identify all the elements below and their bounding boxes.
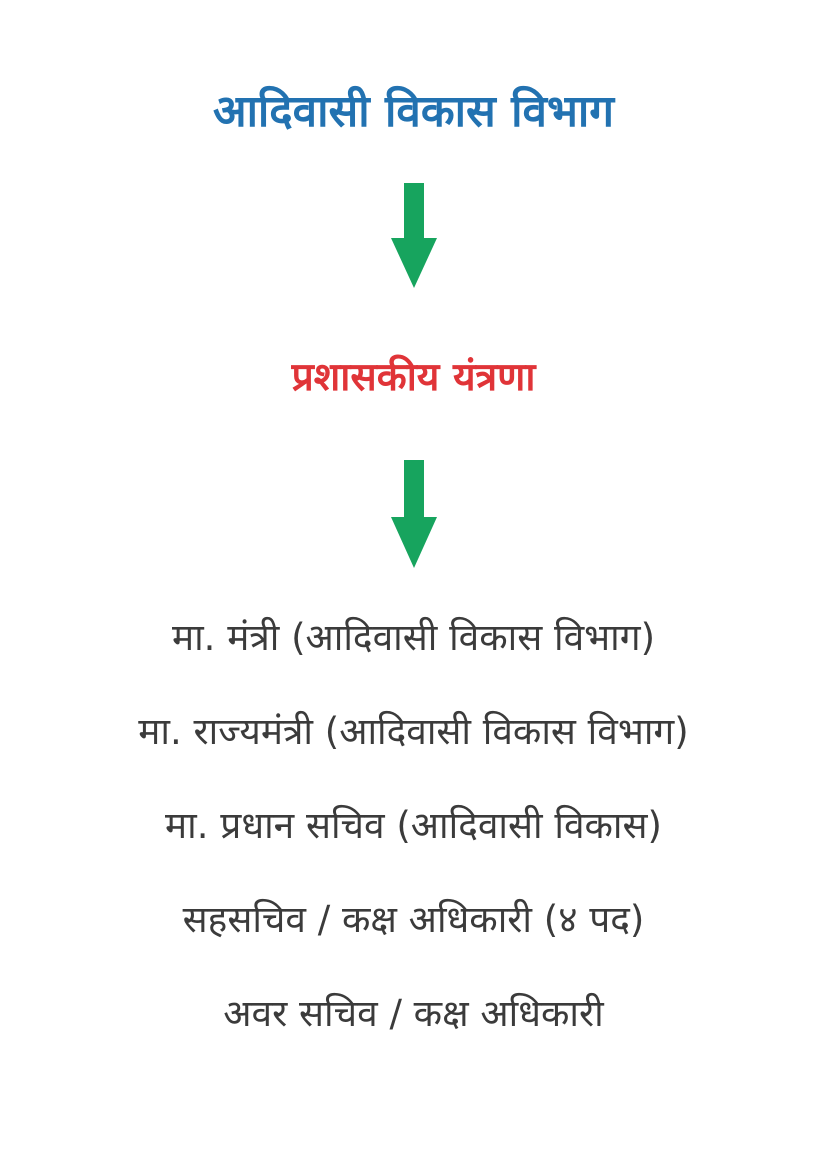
down-arrow-shape bbox=[391, 183, 437, 288]
flow-arrow-top bbox=[391, 183, 437, 288]
hierarchy-item-joint-secretary: सहसचिव / कक्ष अधिकारी (४ पद) bbox=[182, 898, 645, 941]
hierarchy-item-minister: मा. मंत्री (आदिवासी विकास विभाग) bbox=[171, 616, 656, 659]
down-arrow-icon bbox=[391, 183, 437, 288]
hierarchy-list bbox=[138, 608, 688, 1078]
page-title: आदिवासी विकास विभाग bbox=[212, 86, 615, 137]
flow-arrow-bottom bbox=[391, 460, 437, 568]
subtitle-administrative-machinery: प्रशासकीय यंत्रणा bbox=[291, 355, 536, 400]
hierarchy-item-state-minister: मा. राज्यमंत्री (आदिवासी विकास विभाग) bbox=[138, 710, 689, 753]
down-arrow-icon bbox=[391, 460, 437, 568]
hierarchy-item-principal-secretary: मा. प्रधान सचिव (आदिवासी विकास) bbox=[165, 804, 662, 847]
down-arrow-shape bbox=[391, 460, 437, 568]
hierarchy-item-under-secretary: अवर सचिव / कक्ष अधिकारी bbox=[223, 992, 604, 1035]
